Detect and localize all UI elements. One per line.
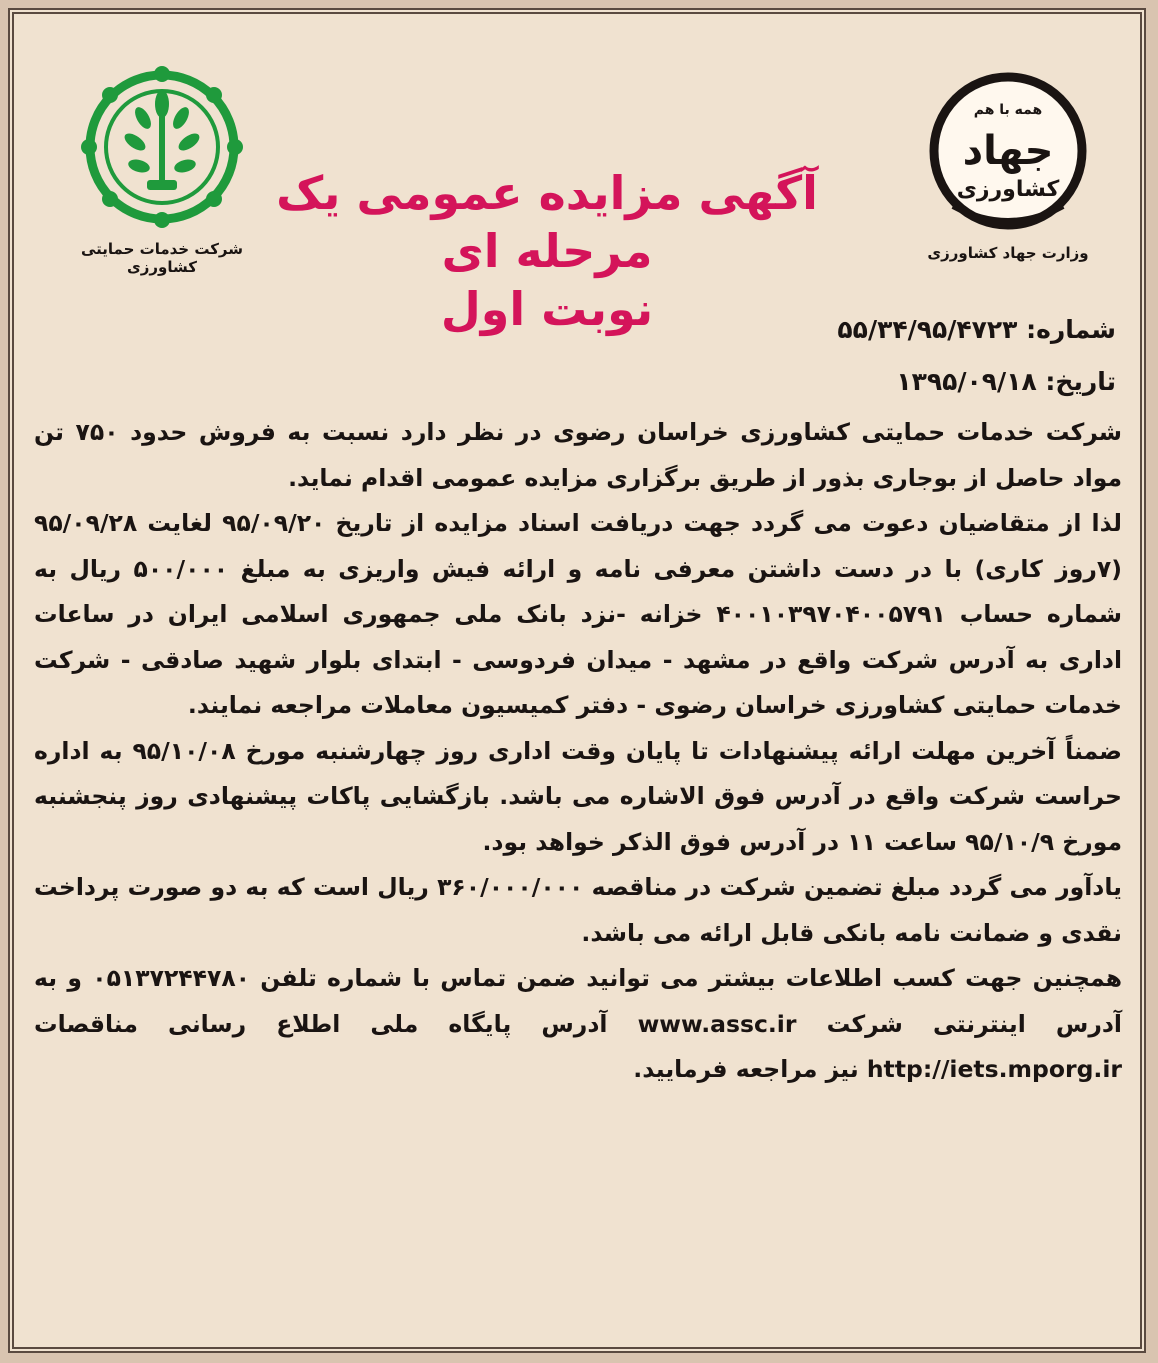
title-line-1: آگهی مزایده عمومی یک مرحله ای (276, 166, 818, 278)
paragraph-sale-intent: شرکت خدمات حمایتی کشاورزی خراسان رضوی در نظر دارد نسبت به فروش حدود ۷۵۰ تن مواد حاصل از بوجاری بذور از طریق برگزاری مزایده عمومی اقدام نماید. (34, 418, 1123, 492)
ad-title (214, 164, 880, 338)
seal-text-main: جهاد (962, 128, 1054, 174)
ministry-jihad-agriculture-logo (908, 66, 1108, 262)
company-website-link[interactable]: www.assc.ir (637, 1009, 797, 1038)
right-logo-caption: وزارت جهاد کشاورزی (927, 244, 1089, 262)
ad-date: تاریخ: ۱۳۹۵/۰۹/۱۸ (896, 367, 1116, 396)
ad-meta (837, 304, 1116, 408)
jihad-keshavarzi-seal-icon (923, 66, 1093, 236)
newspaper-ad (8, 8, 1146, 1353)
ad-body (34, 410, 1122, 1093)
tender-portal-link[interactable]: http://iets.mporg.ir (866, 1055, 1122, 1083)
contact-text-c: نیز مراجعه فرمایید. (633, 1055, 859, 1083)
paragraph-contact (34, 956, 1122, 1093)
seal-text-top: همه با هم (973, 102, 1043, 118)
ad-number: شماره: ۵۵/۳۴/۹۵/۴۷۲۳ (837, 315, 1116, 344)
contact-text-a: همچنین جهت کسب اطلاعات بیشتر می توانید ضمن تماس با شماره تلفن ۰۵۱۳۷۲۴۴۷۸۰ و به آدرس اینترنتی شرکت (34, 964, 1123, 1038)
left-logo-caption: شرکت خدمات حمایتی کشاورزی (80, 240, 244, 276)
contact-text-b: آدرس پایگاه ملی اطلاع رسانی مناقصات (34, 1009, 608, 1038)
seal-text-sub: کشاورزی (956, 177, 1060, 202)
paragraph-deadline: ضمناً آخرین مهلت ارائه پیشنهادات تا پایان وقت اداری روز چهارشنبه مورخ ۹۵/۱۰/۰۸ به اداره حراست شرکت واقع در آدرس فوق الاشاره می باشد. بازگشایی پاکات پیشنهادی روز پنجشنبه مورخ ۹۵/۱۰/۹ ساعت ۱۱ در آدرس فوق الذکر خواهد بود. (34, 736, 1123, 856)
title-line-2: نوبت اول (440, 282, 654, 336)
paragraph-guarantee: یادآور می گردد مبلغ تضمین شرکت در مناقصه ۳۶۰/۰۰۰/۰۰۰ ریال است که به دو صورت پرداخت نقدی و ضمانت نامه بانکی قابل ارائه می باشد. (34, 873, 1122, 947)
paragraph-document-collection: لذا از متقاضیان دعوت می گردد جهت دریافت اسناد مزایده از تاریخ ۹۵/۰۹/۲۰ لغایت ۹۵/۰۹/۲۸ (۷روز کاری) با در دست داشتن معرفی نامه و ارائه فیش واریزی به مبلغ ۵۰۰/۰۰۰ ریال به شماره حساب ۴۰۰۱۰۳۹۷۰۴۰۰۵۷۹۱ خزانه -نزد بانک ملی جمهوری اسلامی ایران در ساعات اداری به آدرس شرکت واقع در مشهد - میدان فردوسی - ابتدای بلوار شهید صادقی - شرکت خدمات حمایتی کشاورزی خراسان رضوی - دفتر کمیسیون معاملات مراجعه نمایند. (34, 509, 1122, 719)
